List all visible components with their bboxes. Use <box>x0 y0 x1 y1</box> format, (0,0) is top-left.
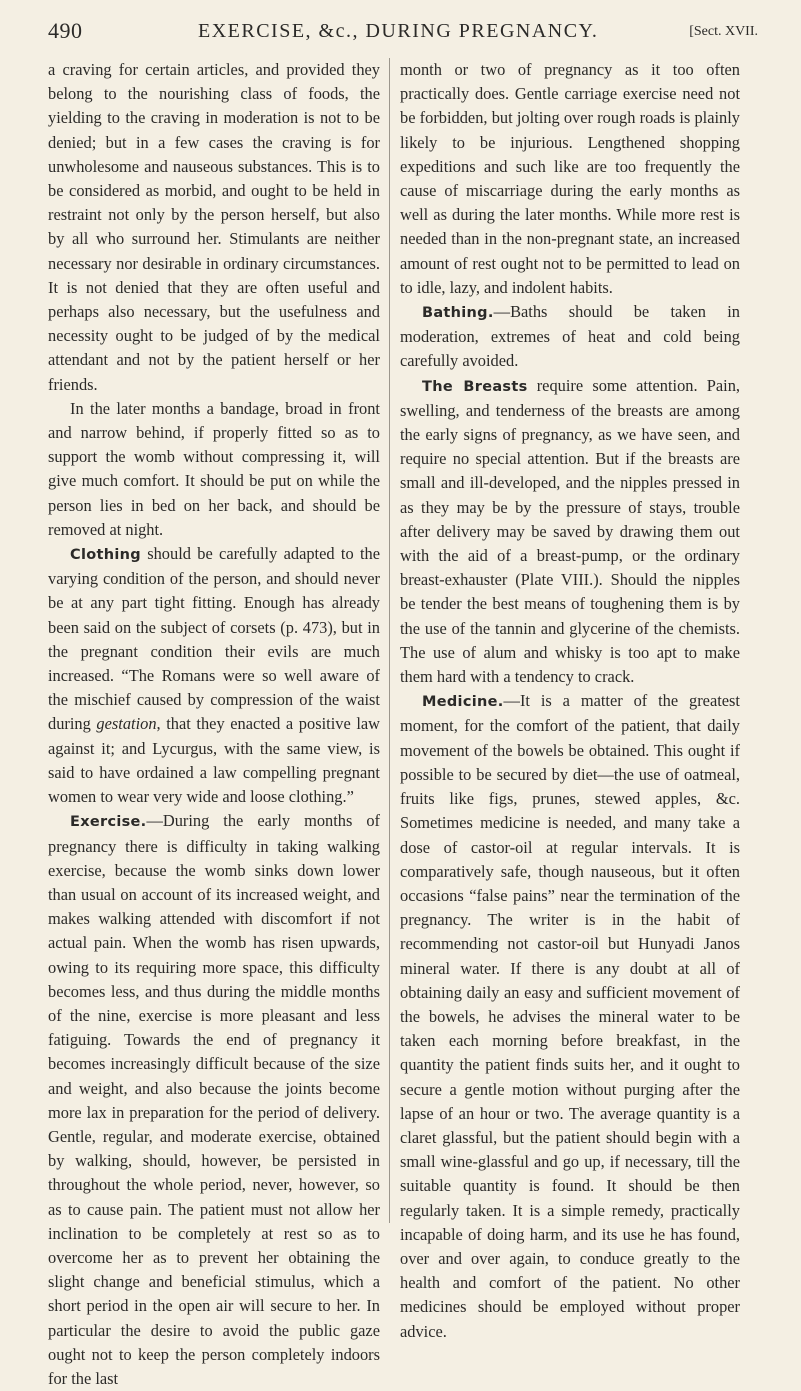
clothing-italic: gestation <box>96 714 157 734</box>
bathing-text: —Baths should be taken in moderation, extremes of heat and cold being carefully avoided. <box>400 302 740 371</box>
right-column <box>400 58 740 1341</box>
clothing-heading: Clothing <box>70 547 141 564</box>
paragraph-medicine <box>400 689 740 1343</box>
section-label: [Sect. XVII. <box>689 24 758 39</box>
paragraph-bandage: In the later months a bandage, broad in front and narrow behind, if properly fitted so as to support the womb without compressing it, will give much comfort. It should be put on while the person lies in bed on her back, and should be removed at night. <box>48 398 380 539</box>
paragraph-clothing <box>48 542 380 809</box>
clothing-text-b: , that they enacted a positive law against it; and Lycurgus, with the same view, is said to have ordained a law compelling pregnant women to wear very wide and loose clothing.” <box>48 714 380 807</box>
column-divider <box>389 58 390 1223</box>
medicine-heading: Medicine. <box>422 694 504 711</box>
paragraph-exercise <box>48 809 380 1391</box>
paragraph-bathing <box>400 300 740 374</box>
page-number: 490 <box>48 18 83 43</box>
page-header <box>48 18 768 48</box>
medicine-text: —It is a matter of the greatest moment, for the comfort of the patient, that daily movement of the bowels be obtained. This ought if possible to be secured by diet—the use of oatmeal, fruits like figs, prunes, stewed apples, &c. Sometimes medicine is needed, and many take a dose of castor-oil at regular intervals. It is comparatively safe, though nauseous, but it often occasions “false pains” near the termination of the pregnancy. The writer is in the habit of recommending not castor-oil but Hunyadi Janos mineral water. If there is any doubt at all of obtaining daily an easy and sufficient movement of the bowels, he advises the mineral water to be taken each morning before breakfast, in the quantity the patient finds suits her, and it ought to secure a gentle motion without purging after the lapse of an hour or two. The average quantity is a claret glassful, but the patient should begin with a small wine-glassful and go up, if necessary, till the suitable quantity is found. It should be then regularly taken. It is a simple remedy, practically incapable of doing harm, and its use he has found, over and over again, to conduce greatly to the health and comfort of the patient. No other medicines should be employed without proper advice. <box>400 691 740 1341</box>
exercise-heading: Exercise. <box>70 814 147 831</box>
paragraph-cravings: a craving for certain articles, and provided they belong to the nourishing class of foods, the yielding to the craving in moderation is not to be denied; but in a few cases the craving is for unwholesome and nauseous substances. This is to be considered as morbid, and ought to be held in restraint not only by the person herself, but also by all who surround her. Stimulants are neither necessary nor desirable in ordinary circumstances. It is not denied that they are often useful and perhaps also necessary, but the usefulness and necessity ought to be judged of by the medical attendant and not by the patient herself or her friends. <box>48 60 380 394</box>
exercise-text: —During the early months of pregnancy there is difficulty in taking walking exercise, because the womb sinks down lower than usual on account of its increased weight, and makes walking attended with discomfort if not actual pain. When the womb has risen upwards, owing to its requiring more space, this difficulty becomes less, and thus during the middle months of the nine, exercise is more pleasant and less fatiguing. Towards the end of pregnancy it becomes increasingly difficult because of the size and weight, and also because the joints become more lax in preparation for the period of delivery. Gentle, regular, and moderate exercise, obtained by walking, should, however, be persisted in throughout the whole period, never, however, so as to cause pain. The patient must not allow her inclination to be completely at rest so as to overcome her as to prevent her obtaining the slight change and beneficial stimulus, which a short period in the open air will secure to her. In particular the desire to avoid the public gaze ought not to keep the person completely indoors for the last <box>48 811 380 1388</box>
bathing-heading: Bathing. <box>422 305 494 322</box>
left-column <box>48 58 380 1388</box>
paragraph-carriage: month or two of pregnancy as it too often practically does. Gentle carriage exercise need not be forbidden, but jolting over rough roads is plainly likely to be injurious. Lengthened shopping expeditions and such like are too frequently the cause of miscarriage during the early months as well as during the later months. While more rest is needed than in the non-pregnant state, an increased amount of rest ought not to be permitted to lead on to idle, lazy, and indolent habits. <box>400 60 740 297</box>
breasts-text: require some attention. Pain, swelling, and tenderness of the breasts are among the early signs of pregnancy, as we have seen, and require no special attention. But if the breasts are small and ill-developed, and the nipples pressed in as they may be by the pressure of stays, trouble after delivery may be saved by drawing them out with the aid of a breast-pump, or the ordinary breast-exhauster (Plate VIII.). Should the nipples be tender the best means of toughening them is by the use of the tannin and glycerine of the chemists. The use of alum and whisky is too apt to make them hard with a tendency to crack. <box>400 375 740 687</box>
clothing-text-a: should be carefully adapted to the varying condition of the person, and should never be at any part tight fitting. Enough has already been said on the subject of corsets (p. 473), but in the pregnant condition their evils are much increased. “The Romans were so well aware of the mischief caused by compression of the waist during <box>48 544 380 734</box>
running-title: EXERCISE, &c., DURING PREGNANCY. <box>198 20 599 42</box>
paragraph-breasts <box>400 374 740 690</box>
breasts-heading: The Breasts <box>422 378 528 395</box>
